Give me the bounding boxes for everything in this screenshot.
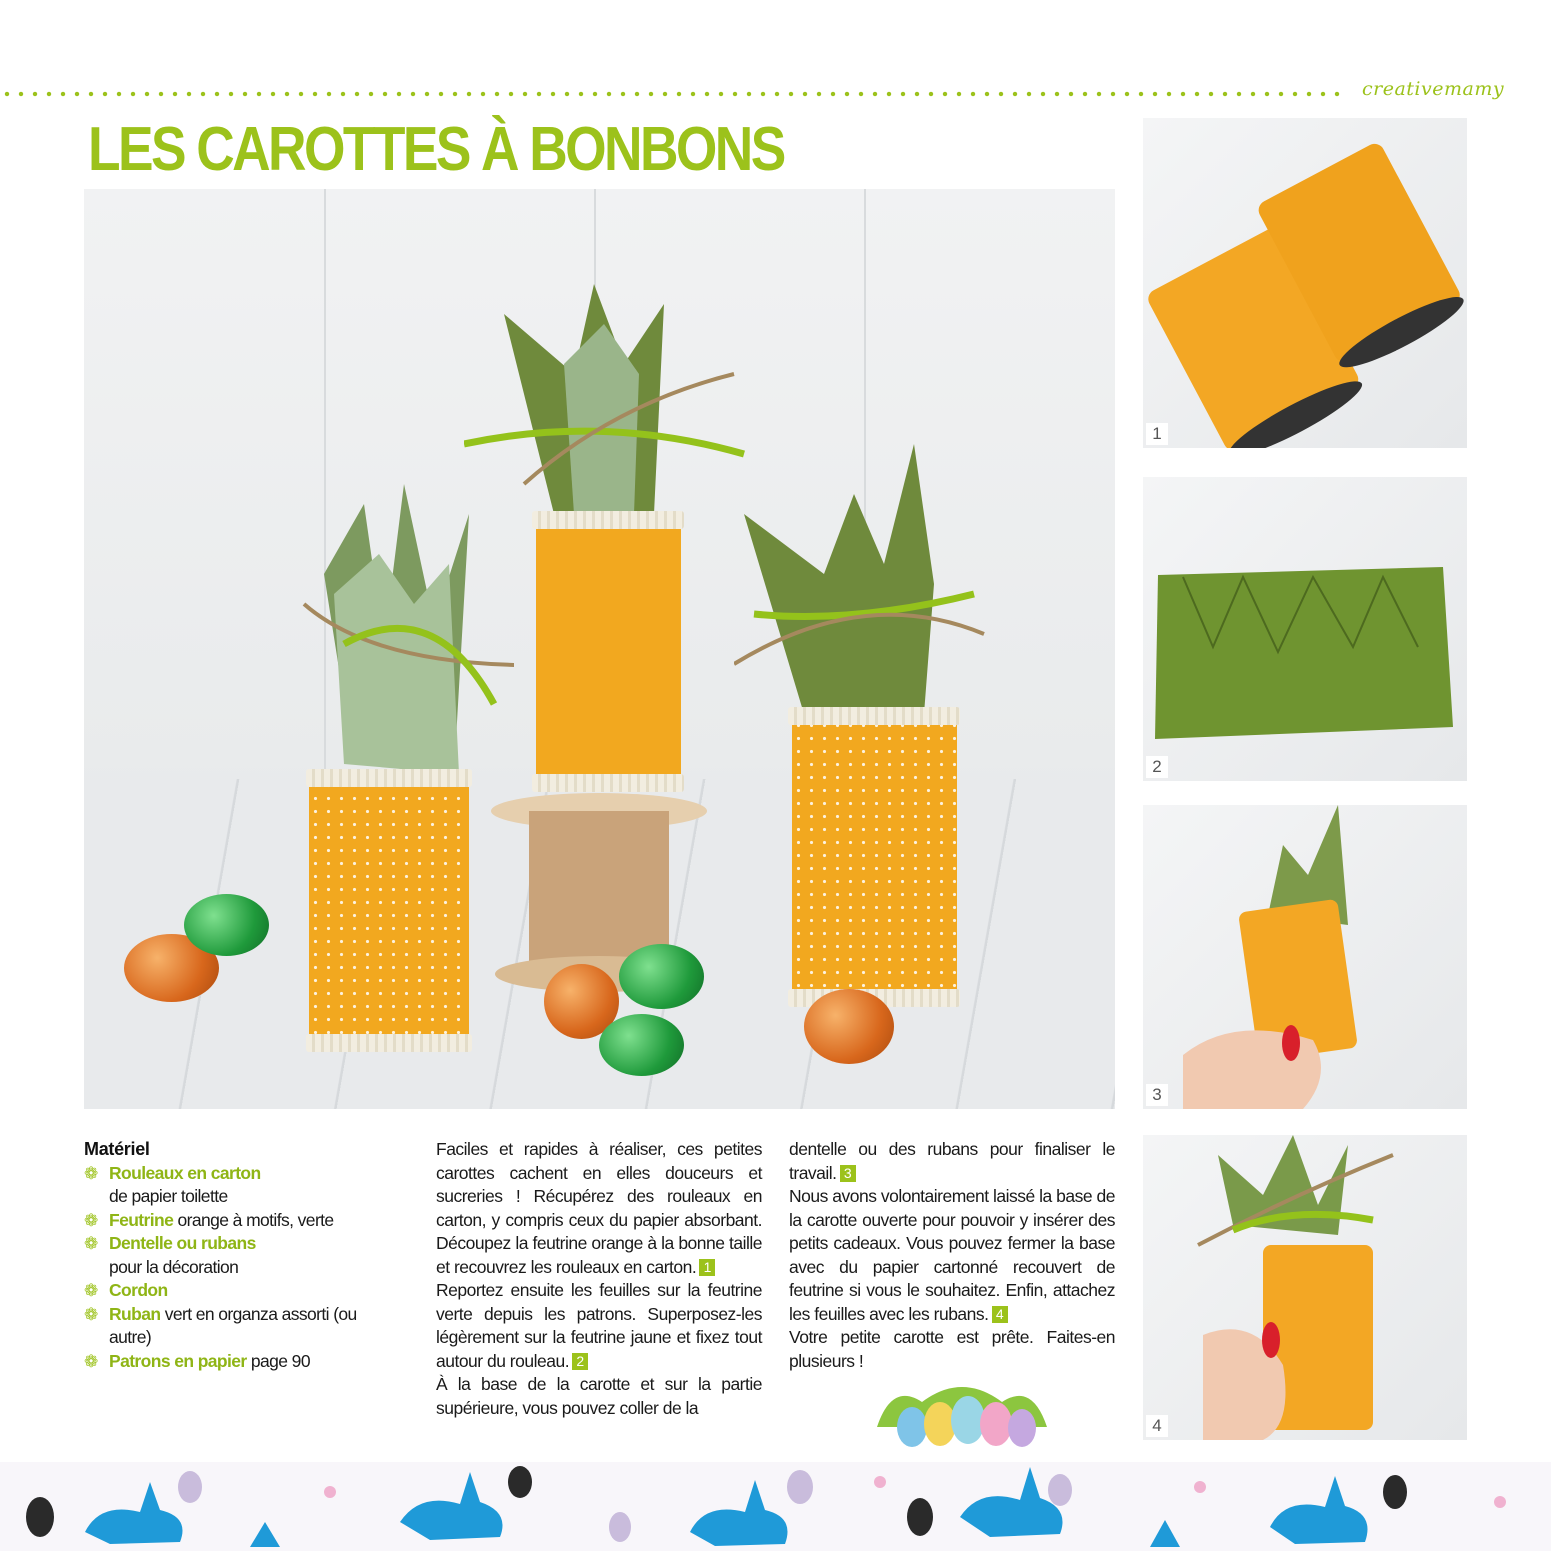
material-name: Cordon — [109, 1280, 168, 1300]
materials-heading: Matériel — [84, 1139, 150, 1159]
page-title: LES CAROTTES À BONBONS — [88, 115, 784, 184]
material-item — [84, 1209, 404, 1233]
lace-trim — [532, 511, 684, 529]
carrot-middle-top — [464, 284, 754, 524]
orange-chocolate-egg — [804, 989, 894, 1064]
step-photo-4 — [1143, 1135, 1467, 1440]
material-name: Dentelle ou rubans — [109, 1233, 256, 1253]
instruction-text: Votre petite carotte est prête. Faites-en plusieurs ! — [789, 1327, 1115, 1371]
brand-logo: creativemamy — [1362, 78, 1505, 100]
step-badge: 1 — [699, 1259, 715, 1276]
green-chocolate-egg — [619, 944, 704, 1009]
step-photo-2 — [1143, 477, 1467, 781]
carrot-middle-tube — [536, 524, 681, 789]
easter-eggs-illustration — [872, 1372, 1052, 1452]
materials-section — [84, 1138, 404, 1373]
flower-icon: ❁ — [84, 1351, 98, 1371]
lace-trim — [788, 707, 960, 725]
green-chocolate-egg — [184, 894, 269, 956]
instruction-paragraph — [436, 1138, 762, 1279]
header-dotted-rule — [0, 91, 1345, 97]
material-detail: orange à motifs, verte — [177, 1209, 334, 1230]
flower-icon: ❁ — [84, 1234, 98, 1253]
material-name: Ruban — [109, 1303, 161, 1324]
material-name: Rouleaux en carton — [109, 1162, 261, 1183]
material-detail: vert en organza assorti (ou autre) — [109, 1303, 357, 1347]
instruction-paragraph — [436, 1279, 762, 1373]
materials-list — [84, 1162, 404, 1374]
step-badge: 2 — [572, 1353, 588, 1370]
felt-rolls — [1143, 118, 1467, 448]
step-badge: 4 — [992, 1306, 1008, 1323]
step-number: 1 — [1146, 423, 1168, 445]
instruction-text: dentelle ou des rubans pour finaliser le travail. — [789, 1139, 1115, 1183]
lace-trim — [306, 769, 472, 787]
lace-trim — [532, 774, 684, 792]
instruction-paragraph — [436, 1373, 762, 1420]
material-item — [84, 1279, 404, 1303]
flower-icon: ❁ — [84, 1163, 98, 1183]
carrot-right-top — [734, 434, 994, 724]
instruction-paragraph — [789, 1138, 1115, 1185]
instruction-paragraph — [789, 1326, 1115, 1373]
lace-trim — [306, 1034, 472, 1052]
bunny-pattern — [0, 1462, 1551, 1551]
instruction-text: Faciles et rapides à réaliser, ces petites carottes cachent en elles douceurs et sucreries ! Récupérez des rouleaux en carton, y compris ceux du papier absorbant. Découpez la feutrine orange à la bonne taille et recouvrez les rouleaux en carton. — [436, 1139, 762, 1277]
instruction-paragraph — [789, 1185, 1115, 1326]
step-photo-1 — [1143, 118, 1467, 448]
bunny-pattern-footer — [0, 1462, 1551, 1551]
instruction-text: À la base de la carotte et sur la partie supérieure, vous pouvez coller de la — [436, 1374, 762, 1418]
step-number: 2 — [1146, 756, 1168, 778]
material-item — [84, 1350, 404, 1374]
flower-icon: ❁ — [84, 1304, 98, 1324]
instruction-text: Nous avons volontairement laissé la base de la carotte ouverte pour pouvoir y insérer des petits cadeaux. Vous pouvez fermer la base avec du papier cartonné recouvert de feutrine si vous le souhaitez. Enfin, attachez les feuilles avec les rubans. — [789, 1186, 1115, 1324]
carrot-left-tube — [309, 779, 469, 1049]
instructions-column-2 — [789, 1138, 1115, 1373]
step-number: 4 — [1146, 1415, 1168, 1437]
green-chocolate-egg — [599, 1014, 684, 1076]
main-photo — [84, 189, 1115, 1109]
step-photo-3 — [1143, 805, 1467, 1109]
material-item — [84, 1232, 404, 1279]
instruction-text: Reportez ensuite les feuilles sur la feutrine verte depuis les patrons. Superposez-les légèrement sur la feutrine jaune et fixez tout autour du rouleau. — [436, 1280, 762, 1371]
material-detail: pour la décoration — [109, 1256, 239, 1277]
step-badge: 3 — [840, 1165, 856, 1182]
step-number: 3 — [1146, 1084, 1168, 1106]
hand-holding-carrot — [1143, 805, 1467, 1109]
flower-icon: ❁ — [84, 1281, 98, 1300]
material-item — [84, 1303, 379, 1350]
material-detail: de papier toilette — [109, 1186, 228, 1206]
instructions-column-1 — [436, 1138, 762, 1420]
material-name: Patrons en papier — [109, 1350, 247, 1371]
material-detail: page 90 — [250, 1350, 310, 1371]
carrot-right-tube — [792, 719, 957, 1004]
flower-icon: ❁ — [84, 1210, 98, 1230]
finished-carrot — [1143, 1135, 1467, 1440]
material-item — [84, 1162, 404, 1209]
material-name: Feutrine — [109, 1209, 174, 1230]
green-felt-sheet — [1143, 477, 1467, 781]
